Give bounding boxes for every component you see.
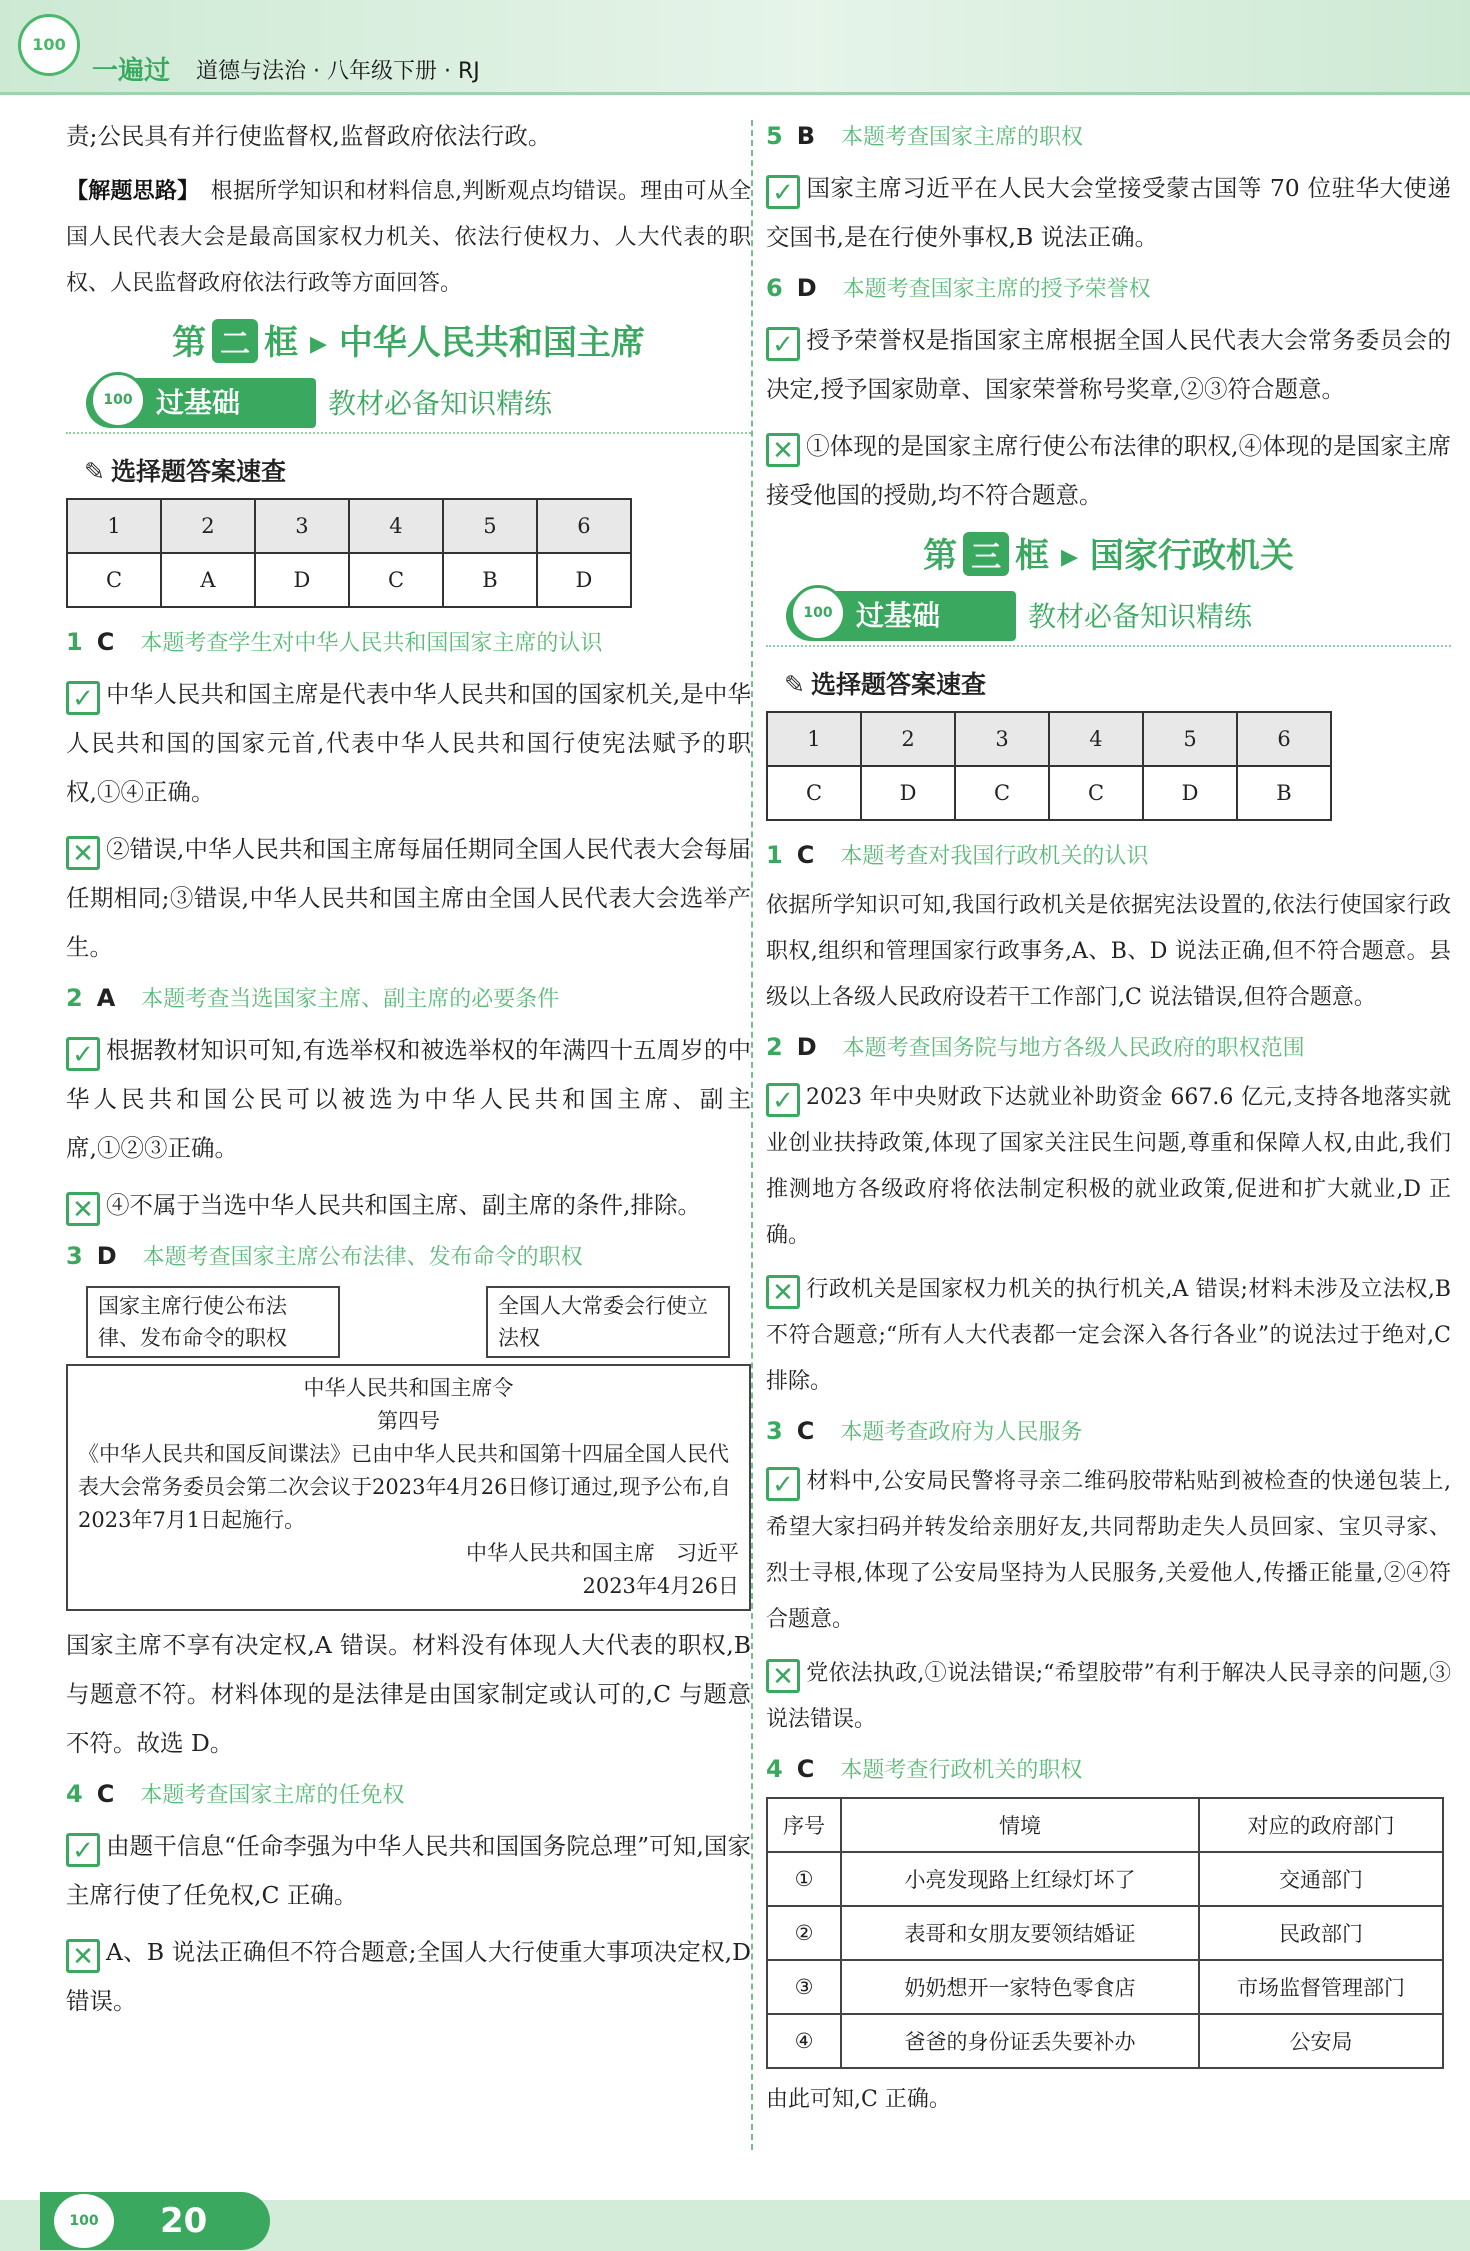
table-cell: ①: [767, 1852, 841, 1906]
check-icon: ✓: [66, 1833, 100, 1867]
q1-correct: [66, 670, 751, 817]
explanation-text: 国家主席习近平在人民大会堂接受蒙古国等 70 位驻华大使递交国书,是在行使外事权,B 说法正确。: [766, 174, 1451, 251]
answer-cell: D: [1143, 766, 1237, 820]
answer-cell: D: [861, 766, 955, 820]
answer-header: 2: [161, 499, 255, 553]
question-number: 5: [766, 122, 783, 150]
question-number: 2: [66, 984, 83, 1012]
section-prefix: 第: [923, 536, 958, 576]
question-topic: 本题考查政府为人民服务: [840, 1420, 1083, 1445]
annotation-left: 国家主席行使公布法律、发布命令的职权: [86, 1286, 340, 1358]
banner-badge-icon: 100: [90, 372, 146, 428]
table-cell: ③: [767, 1960, 841, 2014]
r-question-4-head: [766, 1751, 1451, 1791]
question-topic: 本题考查行政机关的职权: [840, 1758, 1083, 1783]
question-topic: 本题考查国家主席的任免权: [140, 1783, 405, 1808]
answer-value-row: [767, 766, 1331, 820]
q4-wrong: [66, 1928, 751, 2026]
answer-header: 4: [1049, 712, 1143, 766]
quick-answer-title: [784, 665, 1451, 701]
table-cell: 奶奶想开一家特色零食店: [841, 1960, 1199, 2014]
check-icon: ✓: [766, 175, 800, 209]
check-icon: ✓: [66, 1037, 100, 1071]
section-mid: 框: [1015, 536, 1050, 576]
banner-underline: [766, 645, 1451, 647]
question-number: 3: [766, 1417, 783, 1445]
explanation-text: 2023 年中央财政下达就业补助资金 667.6 亿元,支持各地落实就业创业扶持政策,体现了国家关注民生问题,尊重和保障人权,由此,我们推测地方各级政府将依法制定积极的就业政策,促进和扩大就业,D 正确。: [766, 1085, 1451, 1248]
answer-header: 3: [955, 712, 1049, 766]
book-title: 道德与法治 · 八年级下册 · RJ: [196, 59, 480, 84]
table-cell: 民政部门: [1199, 1906, 1443, 1960]
table-header: 情境: [841, 1798, 1199, 1852]
table-header: 序号: [767, 1798, 841, 1852]
question-number: 4: [766, 1755, 783, 1783]
solution-text: 根据所学知识和材料信息,判断观点均错误。理由可从全国人民代表大会是最高国家权力机关、依法行使权力、人大代表的职权、人民监督政府依法行政等方面回答。: [66, 179, 751, 296]
banner-pill: [86, 378, 316, 428]
answer-header: 1: [67, 499, 161, 553]
check-icon: ✓: [66, 681, 100, 715]
question-answer: B: [796, 122, 815, 150]
decree-number: 第四号: [377, 1409, 440, 1433]
question-topic: 本题考查国家主席的职权: [841, 125, 1084, 150]
cross-icon: ✕: [66, 836, 100, 870]
section-name: 中华人民共和国主席: [338, 323, 645, 363]
answer-header-row: [767, 712, 1331, 766]
question-6-head: [766, 270, 1451, 310]
table-cell: 表哥和女朋友要领结婚证: [841, 1906, 1199, 1960]
question-1-head: [66, 624, 751, 664]
section-mid: 框: [264, 323, 299, 363]
q1-wrong: [66, 825, 751, 972]
table-row: [767, 1960, 1443, 2014]
page-number-tab: [40, 2192, 270, 2250]
brand-logo-icon: 100: [18, 14, 80, 76]
question-number: 6: [766, 274, 783, 302]
table-cell: ④: [767, 2014, 841, 2068]
practice-banner: [66, 372, 751, 438]
cross-icon: ✕: [66, 1192, 100, 1226]
answer-header: 6: [1237, 712, 1331, 766]
q6-correct: [766, 316, 1451, 414]
decree-title: 中华人民共和国主席令: [303, 1376, 514, 1400]
page-header: [0, 0, 1470, 95]
cross-icon: ✕: [766, 433, 800, 467]
question-3-head: [66, 1238, 751, 1278]
explanation-text: 行政机关是国家权力机关的执行机关,A 错误;材料未涉及立法权,B 不符合题意;“所有人大代表都一定会深入各行各业”的说法过于绝对,C 排除。: [766, 1277, 1451, 1394]
quick-answer-title: [84, 452, 751, 488]
table-cell: 市场监督管理部门: [1199, 1960, 1443, 2014]
presidential-decree: [66, 1364, 751, 1611]
cross-icon: ✕: [766, 1275, 800, 1309]
q4-correct: [66, 1822, 751, 1920]
question-topic: 本题考查当选国家主席、副主席的必要条件: [141, 987, 560, 1012]
table-cell: 小亮发现路上红绿灯坏了: [841, 1852, 1199, 1906]
question-topic: 本题考查国务院与地方各级人民政府的职权范围: [842, 1036, 1305, 1061]
decree-annotations: [66, 1286, 751, 1364]
answer-header: 5: [1143, 712, 1237, 766]
answer-table-left: [66, 498, 632, 608]
question-answer: D: [796, 274, 817, 302]
question-topic: 本题考查国家主席公布法律、发布命令的职权: [142, 1245, 583, 1270]
r3-wrong: [766, 1651, 1451, 1743]
cross-icon: ✕: [66, 1939, 100, 1973]
question-answer: C: [796, 1417, 815, 1445]
banner-subtitle: 教材必备知识精练: [328, 387, 553, 420]
banner-subtitle: 教材必备知识精练: [1028, 600, 1253, 633]
table-row: [767, 2014, 1443, 2068]
section-title-3: 第 三 框 ▸ 国家行政机关: [766, 528, 1451, 577]
answer-cell: B: [443, 553, 537, 607]
answer-header: 1: [767, 712, 861, 766]
r2-wrong: [766, 1267, 1451, 1405]
table-row: [767, 1906, 1443, 1960]
question-answer: C: [96, 1780, 115, 1808]
answer-header: 4: [349, 499, 443, 553]
answer-header: 6: [537, 499, 631, 553]
explanation-text: ②错误,中华人民共和国主席每届任期同全国人民代表大会每届任期相同;③错误,中华人民共和国主席由全国人民代表大会选举产生。: [66, 835, 751, 961]
question-2-head: [66, 980, 751, 1020]
explanation-text: 根据教材知识可知,有选举权和被选举权的年满四十五周岁的中华人民共和国公民可以被选为中华人民共和国主席、副主席,①②③正确。: [66, 1036, 751, 1162]
banner-underline: [66, 432, 751, 434]
star-badge-icon: 100: [54, 2194, 114, 2248]
answer-cell: C: [1049, 766, 1143, 820]
explanation-text: 中华人民共和国主席是代表中华人民共和国的国家机关,是中华人民共和国的国家元首,代表中华人民共和国行使宪法赋予的职权,①④正确。: [66, 680, 751, 806]
solution-paragraph: [66, 169, 751, 307]
decree-signature: 中华人民共和国主席 习近平: [466, 1541, 739, 1565]
explanation-text: 授予荣誉权是指国家主席根据全国人民代表大会常务委员会的决定,授予国家勋章、国家荣誉称号奖章,②③符合题意。: [766, 326, 1451, 403]
question-4-head: [66, 1776, 751, 1816]
q2-correct: [66, 1026, 751, 1173]
answer-cell: B: [1237, 766, 1331, 820]
pencil-icon: ✎: [784, 670, 805, 699]
question-topic: 本题考查学生对中华人民共和国国家主席的认识: [140, 631, 603, 656]
question-number: 2: [766, 1033, 783, 1061]
q6-wrong: [766, 422, 1451, 520]
banner-label: 过基础: [156, 386, 241, 419]
section-number: 三: [963, 532, 1009, 576]
q3-explain: 国家主席不享有决定权,A 错误。材料没有体现人大代表的职权,B 与题意不符。材料体现的是法律是由国家制定或认可的,C 与题意不符。故选 D。: [66, 1631, 751, 1757]
solution-tag: 【解题思路】: [66, 179, 189, 204]
table-row: [767, 1852, 1443, 1906]
question-answer: C: [96, 628, 115, 656]
answer-cell: A: [161, 553, 255, 607]
department-header-row: [767, 1798, 1443, 1852]
r4-conclusion: 由此可知,C 正确。: [766, 2087, 951, 2112]
table-cell: 公安局: [1199, 2014, 1443, 2068]
answer-cell: C: [67, 553, 161, 607]
page-number: 20: [160, 2201, 208, 2241]
answer-cell: C: [349, 553, 443, 607]
banner-label: 过基础: [856, 599, 941, 632]
banner-pill: [786, 591, 1016, 641]
cross-icon: ✕: [766, 1659, 800, 1693]
answer-table-right: [766, 711, 1332, 821]
question-number: 3: [66, 1242, 83, 1270]
table-cell: ②: [767, 1906, 841, 1960]
question-answer: D: [796, 1033, 817, 1061]
answer-header: 3: [255, 499, 349, 553]
table-cell: 爸爸的身份证丢失要补办: [841, 2014, 1199, 2068]
annotation-right: 全国人大常委会行使立法权: [486, 1286, 730, 1358]
question-answer: D: [96, 1242, 117, 1270]
q2-wrong: [66, 1181, 751, 1230]
answer-header: 2: [861, 712, 955, 766]
question-answer: C: [796, 841, 815, 869]
question-topic: 本题考查对我国行政机关的认识: [840, 844, 1149, 869]
question-number: 4: [66, 1780, 83, 1808]
quick-answer-label: 选择题答案速查: [110, 457, 286, 486]
r-question-3-head: [766, 1413, 1451, 1453]
section-prefix: 第: [172, 323, 207, 363]
check-icon: ✓: [766, 1467, 800, 1501]
right-column: [766, 112, 1451, 2131]
question-number: 1: [66, 628, 83, 656]
answer-header-row: [67, 499, 631, 553]
intro-line: 责;公民具有并行使监督权,监督政府依法行政。: [66, 122, 552, 150]
question-number: 1: [766, 841, 783, 869]
column-divider: [751, 120, 753, 2150]
r1-text: 依据所学知识可知,我国行政机关是依据宪法设置的,依法行使国家行政职权,组织和管理国家行政事务,A、B、D 说法正确,但不符合题意。县级以上各级人民政府设若干工作部门,C 说法错误,但符合题意。: [766, 893, 1451, 1010]
answer-cell: D: [255, 553, 349, 607]
page-footer: [0, 2200, 1470, 2251]
explanation-text: 材料中,公安局民警将寻亲二维码胶带粘贴到被检查的快递包装上,希望大家扫码并转发给亲朋好友,共同帮助走失人员回家、宝贝寻家、烈士寻根,体现了公安局坚持为人民服务,关爱他人,传播正能量,②④符合题意。: [766, 1469, 1451, 1632]
explanation-text: 由题干信息“任命李强为中华人民共和国国务院总理”可知,国家主席行使了任免权,C 正确。: [66, 1832, 751, 1909]
answer-header: 5: [443, 499, 537, 553]
explanation-text: A、B 说法正确但不符合题意;全国人大行使重大事项决定权,D 错误。: [66, 1938, 751, 2015]
decree-body: 《中华人民共和国反间谍法》已由中华人民共和国第十四届全国人民代表大会常务委员会第二次会议于2023年4月26日修订通过,现予公布,自2023年7月1日起施行。: [78, 1442, 731, 1532]
decree-date: 2023年4月26日: [582, 1574, 739, 1598]
answer-cell: D: [537, 553, 631, 607]
answer-value-row: [67, 553, 631, 607]
section-title-2: 第 二 框 ▸ 中华人民共和国主席: [66, 315, 751, 364]
section-name: 国家行政机关: [1089, 536, 1294, 576]
r-question-1-head: [766, 837, 1451, 877]
brand-name: 一遍过: [92, 56, 171, 86]
department-table: [766, 1797, 1444, 2069]
r2-correct: [766, 1075, 1451, 1259]
answer-cell: C: [767, 766, 861, 820]
table-cell: 交通部门: [1199, 1852, 1443, 1906]
pencil-icon: ✎: [84, 457, 105, 486]
left-column: [66, 112, 751, 2034]
practice-banner: [766, 585, 1451, 651]
q5-correct: [766, 164, 1451, 262]
check-icon: ✓: [766, 1083, 800, 1117]
question-answer: C: [796, 1755, 815, 1783]
explanation-text: ①体现的是国家主席行使公布法律的职权,④体现的是国家主席接受他国的授勋,均不符合题意。: [766, 432, 1451, 509]
table-header: 对应的政府部门: [1199, 1798, 1443, 1852]
explanation-text: ④不属于当选中华人民共和国主席、副主席的条件,排除。: [106, 1191, 701, 1219]
banner-badge-icon: 100: [790, 585, 846, 641]
section-number: 二: [212, 319, 258, 363]
question-topic: 本题考查国家主席的授予荣誉权: [842, 277, 1151, 302]
check-icon: ✓: [766, 327, 800, 361]
quick-answer-label: 选择题答案速查: [810, 670, 986, 699]
question-answer: A: [96, 984, 116, 1012]
r3-correct: [766, 1459, 1451, 1643]
answer-cell: C: [955, 766, 1049, 820]
explanation-text: 党依法执政,①说法错误;“希望胶带”有利于解决人民寻亲的问题,③说法错误。: [766, 1661, 1451, 1732]
question-5-head: [766, 118, 1451, 158]
r-question-2-head: [766, 1029, 1451, 1069]
